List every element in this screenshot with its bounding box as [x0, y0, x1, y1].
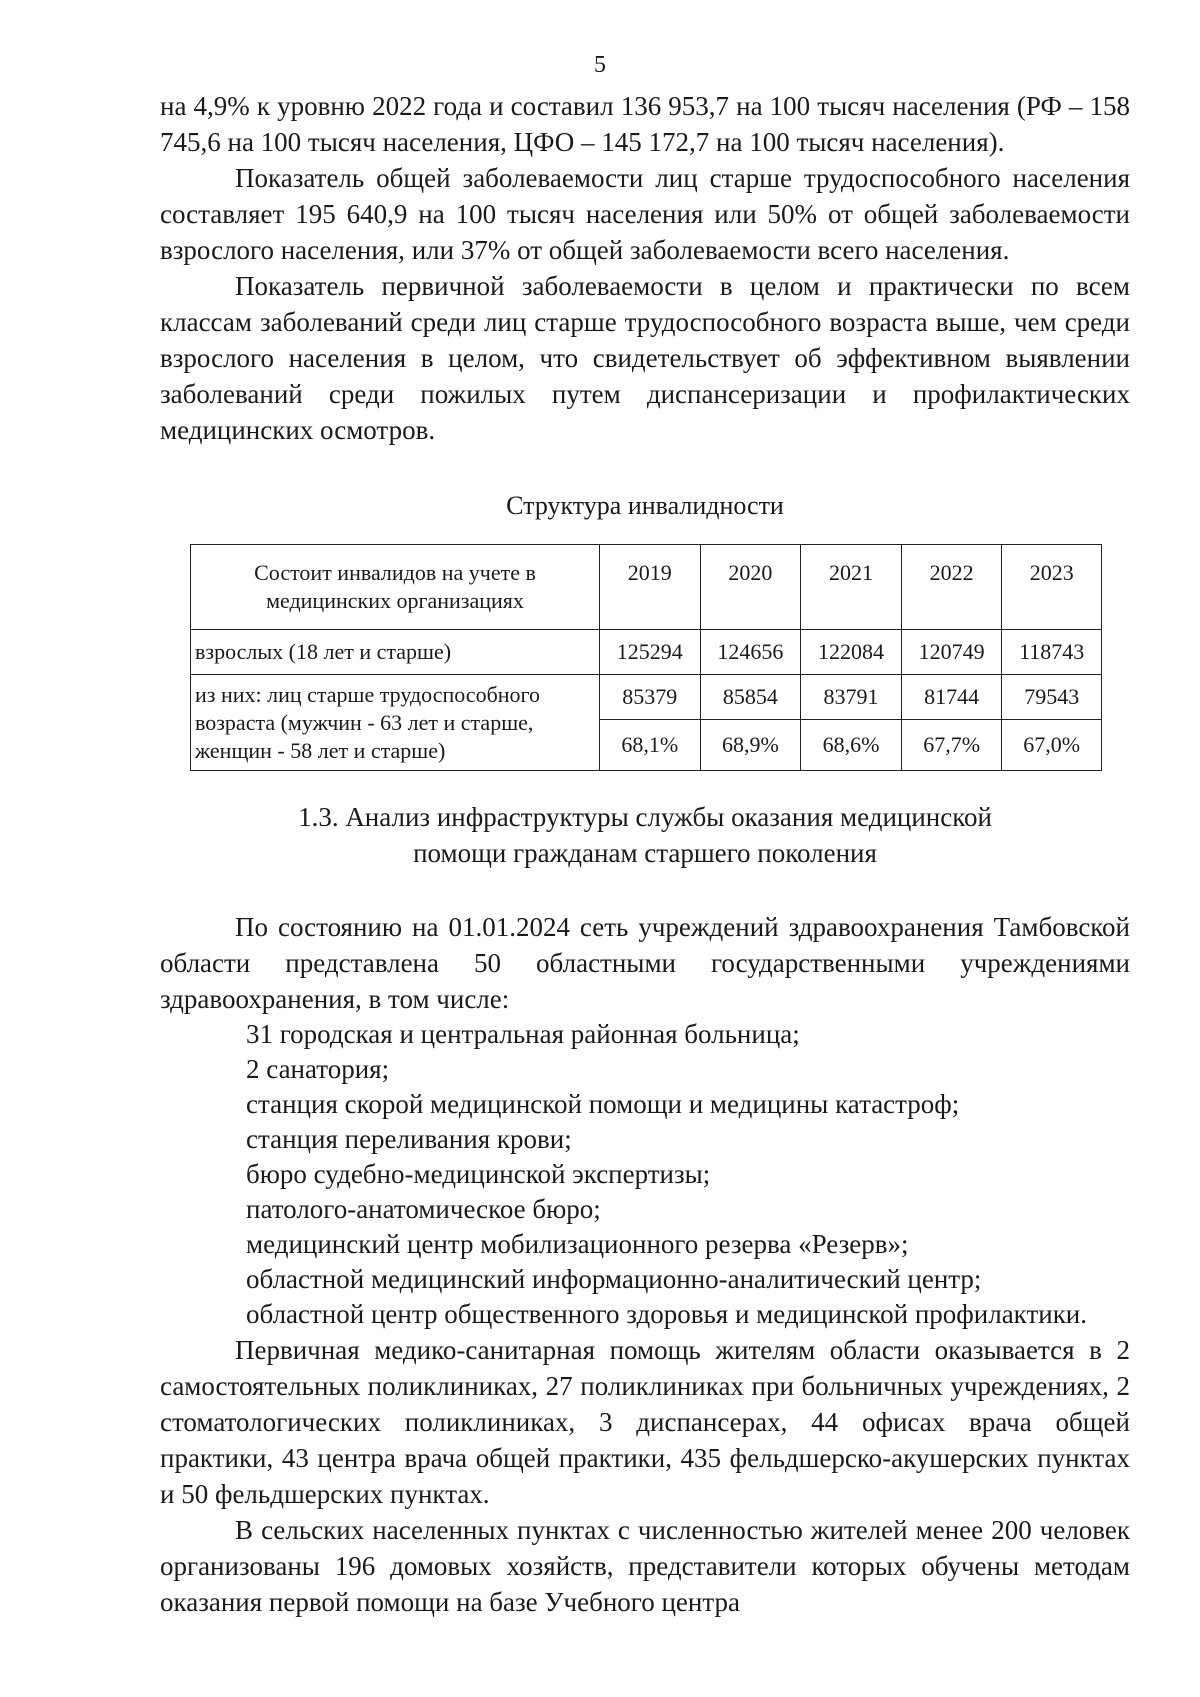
- share-cell: 67,7%: [901, 720, 1002, 771]
- year-cell: 2020: [700, 545, 801, 630]
- disability-table: [190, 544, 1102, 771]
- section-title-line: помощи гражданам старшего поколения: [413, 838, 877, 868]
- value-cell: 122084: [801, 630, 902, 675]
- share-cell: 68,9%: [700, 720, 801, 771]
- year-cell: 2021: [801, 545, 902, 630]
- list-item: 2 санатория;: [246, 1054, 390, 1084]
- year-cell: 2023: [1002, 545, 1102, 630]
- list-item: медицинский центр мобилизационного резерва «Резерв»;: [246, 1229, 909, 1259]
- paragraph: Показатель общей заболеваемости лиц старше трудоспособного населения составляет 195 640,9 на 100 тысяч населения или 50% от общей заболеваемости взрослого населения, или 37% от общей заболеваемости всего населения.: [160, 163, 1130, 265]
- share-cell: 68,6%: [801, 720, 902, 771]
- list-item: областной медицинский информационно-аналитический центр;: [246, 1264, 982, 1294]
- table-caption: Структура инвалидности: [506, 491, 784, 520]
- year-cell: 2019: [600, 545, 701, 630]
- page-number: 5: [594, 52, 606, 78]
- institutions-list: [160, 1017, 1130, 1332]
- paragraph: Показатель первичной заболеваемости в целом и практически по всем классам заболеваний среди лиц старше трудоспособного возраста выше, чем среди взрослого населения в целом, что свидетельствует об эффективном выявлении заболеваний среди пожилых путем диспансеризации и профилактических медицинских осмотров.: [160, 271, 1130, 445]
- list-item: станция переливания крови;: [246, 1124, 572, 1154]
- paragraph: Первичная медико-санитарная помощь жителям области оказывается в 2 самостоятельных поликлиниках, 27 поликлиниках при больничных учреждениях, 2 стоматологических поликлиниках, 3 диспансерах, 44 офисах врача общей практики, 43 центра врача общей практики, 435 фельдшерско-акушерских пунктах и 50 фельдшерских пунктах.: [160, 1335, 1130, 1509]
- value-cell: 118743: [1002, 630, 1102, 675]
- table-row: [191, 675, 1102, 720]
- share-cell: 67,0%: [1002, 720, 1102, 771]
- list-item: бюро судебно-медицинской экспертизы;: [246, 1159, 711, 1189]
- row-label-cell: из них: лиц старше трудоспособного возраста (мужчин - 63 лет и старше, женщин - 58 лет и старше): [191, 675, 600, 771]
- header-label-cell: Состоит инвалидов на учете в медицинских организациях: [191, 545, 600, 630]
- page-content: [160, 88, 1130, 1620]
- table-row: [191, 630, 1102, 675]
- value-cell: 83791: [801, 675, 902, 720]
- paragraph: По состоянию на 01.01.2024 сеть учреждений здравоохранения Тамбовской области представлена 50 областными государственными учреждениями здравоохранения, в том числе:: [160, 912, 1130, 1014]
- value-cell: 81744: [901, 675, 1002, 720]
- year-cell: 2022: [901, 545, 1002, 630]
- section-title-line: 1.3. Анализ инфраструктуры службы оказания медицинской: [298, 802, 992, 832]
- value-cell: 85379: [600, 675, 701, 720]
- list-item: станция скорой медицинской помощи и медицины катастроф;: [246, 1089, 960, 1119]
- value-cell: 124656: [700, 630, 801, 675]
- share-cell: 68,1%: [600, 720, 701, 771]
- paragraph: В сельских населенных пунктах с численностью жителей менее 200 человек организованы 196 домовых хозяйств, представители которых обучены методам оказания первой помощи на базе Учебного центра: [160, 1515, 1130, 1617]
- value-cell: 125294: [600, 630, 701, 675]
- table-header-row: [191, 545, 1102, 630]
- paragraph: на 4,9% к уровню 2022 года и составил 136 953,7 на 100 тысяч населения (РФ – 158 745,6 на 100 тысяч населения, ЦФО – 145 172,7 на 100 тысяч населения).: [160, 91, 1130, 157]
- row-label-cell: взрослых (18 лет и старше): [191, 630, 600, 675]
- value-cell: 79543: [1002, 675, 1102, 720]
- list-item: областной центр общественного здоровья и медицинской профилактики.: [246, 1299, 1088, 1329]
- section-title: [160, 799, 1130, 871]
- value-cell: 85854: [700, 675, 801, 720]
- value-cell: 120749: [901, 630, 1002, 675]
- list-item: патолого-анатомическое бюро;: [246, 1194, 601, 1224]
- list-item: 31 городская и центральная районная больница;: [246, 1019, 800, 1049]
